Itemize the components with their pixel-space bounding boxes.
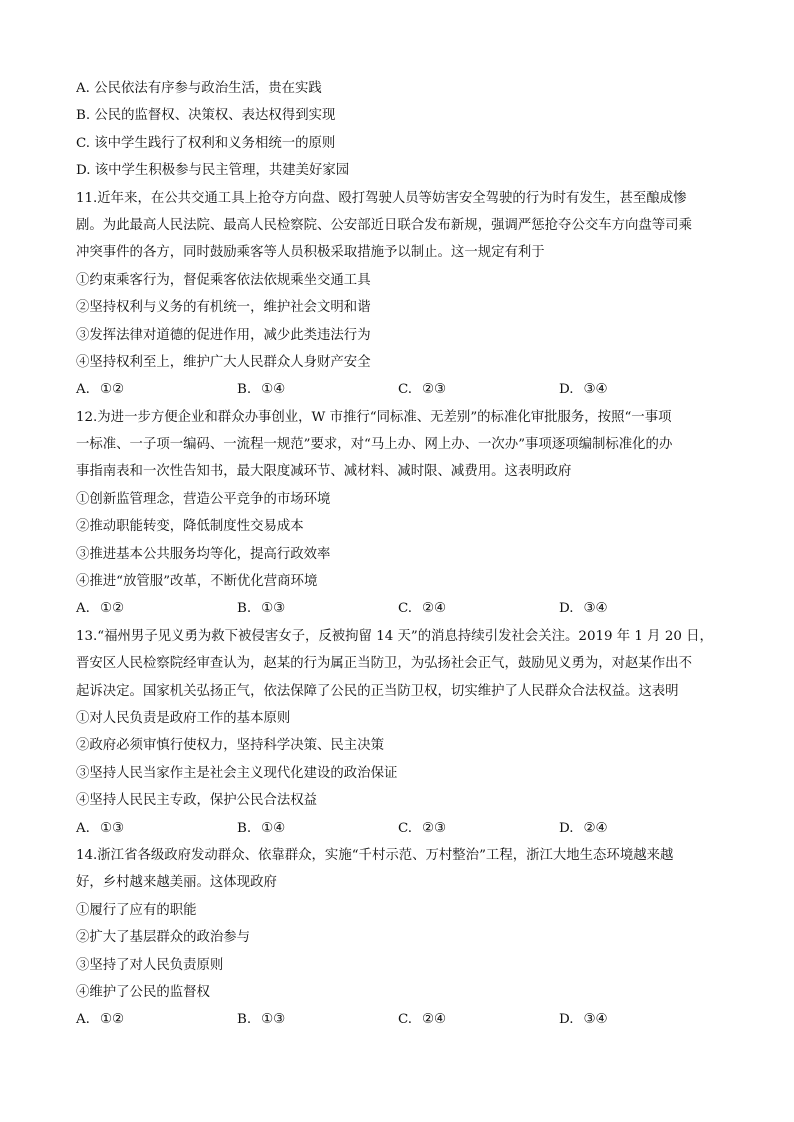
choice-a: A. ①② [76,382,124,398]
answer-choices [76,376,724,403]
question-stem: 13.“福州男子见义勇为救下被侵害女子，反被拘留 14 天”的消息持续引发社会关注。2019 年 1 月 20 日， [76,628,713,644]
choice-b: B. ①③ [237,1012,286,1028]
statement-line: ②政府必须审慎行使权力，坚持科学决策、民主决策 [76,738,384,754]
statement-line: ④坚持权利至上，维护广大人民群众人身财产安全 [76,354,371,370]
question-stem: 剧。为此最高人民法院、最高人民检察院、公安部近日联合发布新规，强调严惩抢夺公交车方向盘等司乘 [76,217,692,233]
choice-d: D. ③④ [559,382,608,398]
question-stem: 晋安区人民检察院经审查认为，赵某的行为属正当防卫，为弘扬社会正气，鼓励见义勇为，对赵某作出不 [76,656,692,672]
choice-d: D. ③④ [559,601,608,617]
question-stem: 14.浙江省各级政府发动群众、依靠群众，实施“千村示范、万村整治”工程，浙江大地生态环境越来越 [76,847,674,863]
option-line: C. 该中学生践行了权利和义务相统一的原则 [76,135,336,151]
answer-choices [76,595,724,622]
statement-line: ③坚持人民当家作主是社会主义现代化建设的政治保证 [76,765,398,781]
statement-line: ④坚持人民民主专政，保护公民合法权益 [76,793,318,809]
question-stem: 12.为进一步方便企业和群众办事创业，W 市推行“同标准、无差别”的标准化审批服务，按照“一事项 [76,409,672,425]
statement-line: ①创新监管理念，营造公平竞争的市场环境 [76,491,331,507]
choice-b: B. ①④ [237,382,286,398]
statement-line: ②坚持权利与义务的有机统一，维护社会文明和谐 [76,300,371,316]
statement-line: ④维护了公民的监督权 [76,984,210,1000]
statement-line: ②扩大了基层群众的政治参与 [76,930,251,946]
choice-c: C. ②④ [398,601,447,617]
choice-a: A. ①③ [76,820,124,836]
choice-a: A. ①② [76,1012,124,1028]
choice-d: D. ②④ [559,820,608,836]
option-line: B. 公民的监督权、决策权、表达权得到实现 [76,108,336,124]
statement-line: ①对人民负责是政府工作的基本原则 [76,710,291,726]
question-stem: 起诉决定。国家机关弘扬正气，依法保障了公民的正当防卫权，切实维护了人民群众合法权益。这表明 [76,683,679,699]
question-stem: 一标准、一子项一编码、一流程一规范”要求，对“马上办、网上办、一次办”事项逐项编制标准化的办 [76,437,673,453]
statement-line: ③推进基本公共服务均等化，提高行政效率 [76,546,331,562]
choice-c: C. ②④ [398,1012,447,1028]
previous-question-options [76,75,724,185]
choice-b: B. ①④ [237,820,286,836]
question-stem: 好，乡村越来越美丽。这体现政府 [76,875,277,891]
option-line: D. 该中学生积极参与民主管理，共建美好家园 [76,163,350,179]
choice-c: C. ②③ [398,382,447,398]
option-line: A. 公民依法有序参与政治生活，贵在实践 [76,81,322,96]
question-stem: 事指南表和一次性告知书，最大限度减环节、减材料、减时限、减费用。这表明政府 [76,464,572,480]
statement-line: ③发挥法律对道德的促进作用，减少此类违法行为 [76,327,371,343]
question-12 [76,404,724,623]
statement-line: ③坚持了对人民负责原则 [76,957,224,973]
answer-choices [76,815,724,842]
answer-choices [76,1006,724,1033]
statement-line: ②推动职能转变，降低制度性交易成本 [76,519,304,535]
question-stem: 冲突事件的各方，同时鼓励乘客等人员积极采取措施予以制止。这一规定有利于 [76,245,545,261]
choice-c: C. ②③ [398,820,447,836]
choice-b: B. ①③ [237,601,286,617]
statement-line: ④推进“放管服”改革，不断优化营商环境 [76,574,318,590]
choice-d: D. ③④ [559,1012,608,1028]
choice-a: A. ①② [76,601,124,617]
statement-line: ①履行了应有的职能 [76,902,197,918]
statement-line: ①约束乘客行为，督促乘客依法依规乘坐交通工具 [76,272,371,288]
question-14 [76,842,724,1034]
question-13 [76,623,724,842]
question-stem: 11.近年来，在公共交通工具上抢夺方向盘、殴打驾驶人员等妨害安全驾驶的行为时有发生，甚至酿成惨 [76,190,687,206]
question-11 [76,185,724,404]
